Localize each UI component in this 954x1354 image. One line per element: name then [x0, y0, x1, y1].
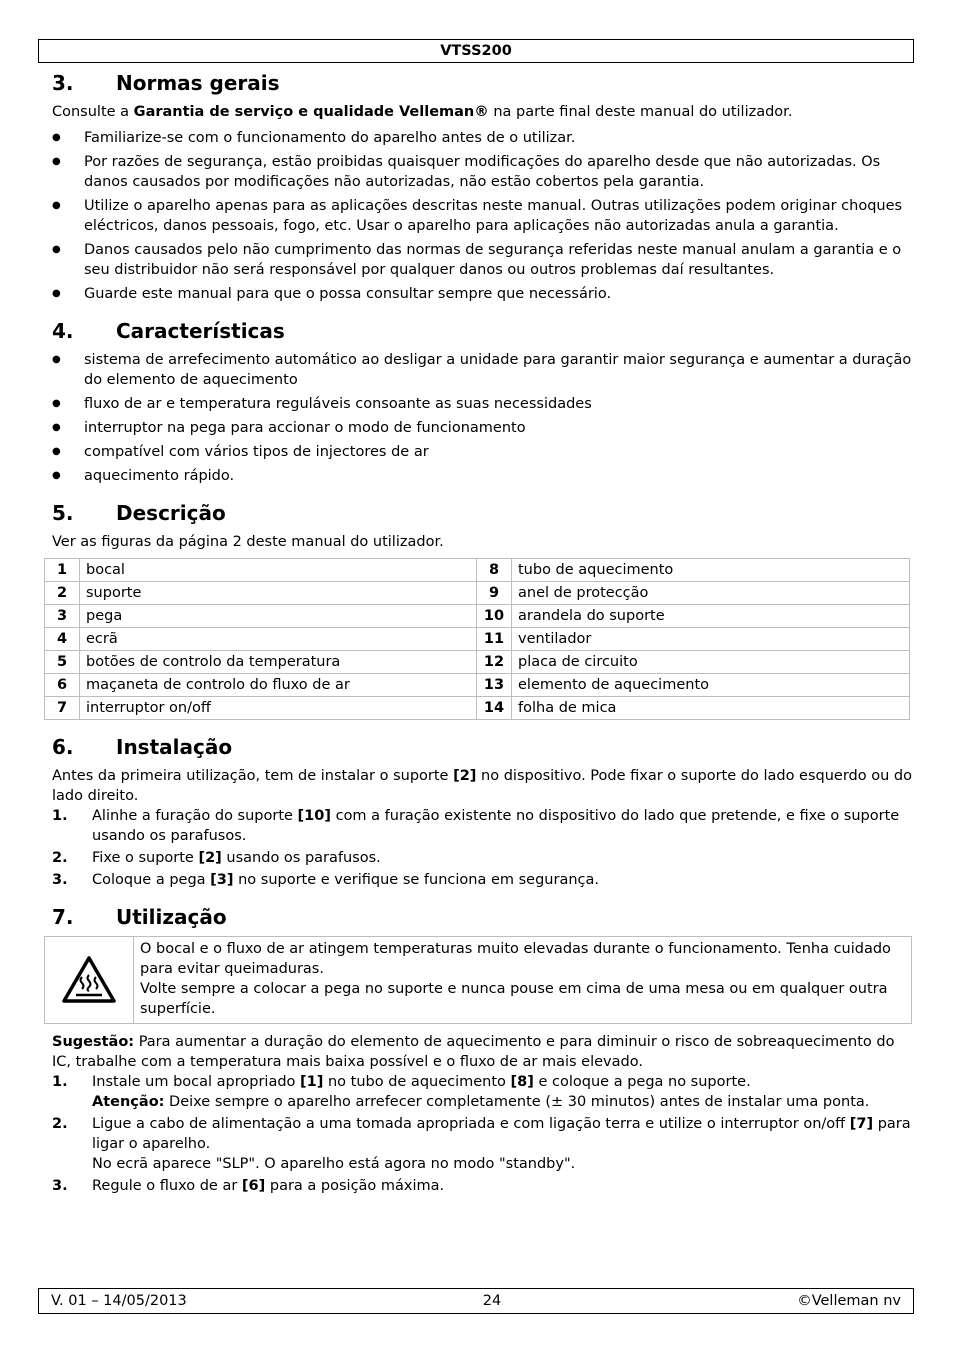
step-item: [52, 870, 914, 890]
table-row: [45, 674, 910, 697]
tip-paragraph: [52, 1032, 914, 1072]
section-title: Instalação: [116, 735, 233, 759]
warning-box: [44, 936, 912, 1024]
section-6-intro: [52, 766, 914, 806]
step-text: [92, 1176, 914, 1196]
list-item: ● sistema de arrefecimento automático ao desligar a unidade para garantir maior segurança e aumentar a duração do elemento de aquecimento: [52, 350, 914, 390]
part-name: tubo de aquecimento: [512, 559, 910, 582]
tip-text: Para aumentar a duração do elemento de aquecimento e para diminuir o risco de sobreaquecimento do IC, trabalhe com a temperatura mais baixa possível e o fluxo de ar mais elevado.: [52, 1034, 895, 1070]
usage-steps: [52, 1072, 914, 1196]
section-title: Descrição: [116, 501, 226, 525]
step-number: 3.: [52, 1178, 68, 1194]
section-number: 3.: [52, 71, 74, 95]
table-row: [45, 582, 910, 605]
part-ref: [3]: [210, 872, 234, 888]
section-5-heading: [52, 500, 914, 526]
part-number: 11: [477, 628, 512, 651]
part-name: maçaneta de controlo do fluxo de ar: [80, 674, 477, 697]
part-name: placa de circuito: [512, 651, 910, 674]
list-item: ● aquecimento rápido.: [52, 466, 914, 486]
intro-text: na parte final deste manual do utilizador.: [488, 104, 793, 120]
intro-text: Consulte a: [52, 104, 134, 120]
section-title: Características: [116, 319, 285, 343]
part-ref: [8]: [510, 1074, 534, 1090]
part-ref: [2]: [453, 768, 477, 784]
section-4-list: [52, 350, 914, 486]
step-item: [52, 1072, 914, 1112]
list-item: ● fluxo de ar e temperatura reguláveis consoante as suas necessidades: [52, 394, 914, 414]
hot-surface-icon: [45, 937, 134, 1023]
list-item: ● Familiarize-se com o funcionamento do aparelho antes de o utilizar.: [52, 128, 914, 148]
section-title: Utilização: [116, 905, 227, 929]
list-item: ● Utilize o aparelho apenas para as aplicações descritas neste manual. Outras utilizações podem originar choques eléctricos, danos pessoais, fogo, etc. Usar o aparelho para aplicações não autorizadas anula a garantia.: [52, 196, 914, 236]
warning-line: O bocal e o fluxo de ar atingem temperaturas muito elevadas durante o funcionamento. Tenha cuidado para evitar queimaduras.: [140, 941, 891, 977]
text: usando os parafusos.: [221, 850, 381, 866]
list-item: ● Danos causados pelo não cumprimento das normas de segurança referidas neste manual anulam a garantia e o seu distribuidor não será responsável por qualquer danos ou outros problemas daí resultantes.: [52, 240, 914, 280]
step-number: 2.: [52, 850, 68, 866]
page-header: [38, 39, 914, 63]
part-number: 2: [45, 582, 80, 605]
list-item: ● Guarde este manual para que o possa consultar sempre que necessário.: [52, 284, 914, 304]
part-number: 1: [45, 559, 80, 582]
table-row: [45, 628, 910, 651]
part-name: pega: [80, 605, 477, 628]
table-row: [45, 605, 910, 628]
copyright: ©Velleman nv: [797, 1293, 901, 1309]
step-number: 2.: [52, 1116, 68, 1132]
step-item: [52, 848, 914, 868]
part-ref: [2]: [198, 850, 222, 866]
tip-label: Sugestão:: [52, 1034, 135, 1050]
table-row: [45, 697, 910, 720]
section-title: Normas gerais: [116, 71, 280, 95]
step-number: 3.: [52, 872, 68, 888]
section-number: 4.: [52, 319, 74, 343]
section-6-heading: [52, 734, 914, 760]
section-3-intro: [52, 102, 914, 122]
step-item: [52, 806, 914, 846]
part-number: 14: [477, 697, 512, 720]
part-number: 12: [477, 651, 512, 674]
part-name: suporte: [80, 582, 477, 605]
text: Alinhe a furação do suporte: [92, 808, 298, 824]
step-text: [92, 806, 914, 846]
text: para a posição máxima.: [265, 1178, 445, 1194]
part-number: 6: [45, 674, 80, 697]
section-number: 5.: [52, 501, 74, 525]
list-item: ● Por razões de segurança, estão proibidas quaisquer modificações do aparelho desde que não autorizadas. Os danos causados por modificações não autorizadas, não estão cobertos pela garantia.: [52, 152, 914, 192]
text: Fixe o suporte: [92, 850, 199, 866]
table-row: [45, 651, 910, 674]
intro-text: no dispositivo. Pode fixar o suporte do lado esquerdo ou do lado direito.: [52, 768, 912, 804]
part-name: elemento de aquecimento: [512, 674, 910, 697]
text: para ligar o aparelho.: [92, 1116, 911, 1152]
list-item: ● compatível com vários tipos de injectores de ar: [52, 442, 914, 462]
step-text: [92, 1114, 914, 1174]
warranty-title: Garantia de serviço e qualidade Velleman®: [133, 104, 489, 120]
part-ref: [7]: [849, 1116, 874, 1132]
content: [52, 70, 914, 1198]
part-number: 7: [45, 697, 80, 720]
part-name: folha de mica: [512, 697, 910, 720]
part-number: 8: [477, 559, 512, 582]
section-7-heading: [52, 904, 914, 930]
part-name: ecrã: [80, 628, 477, 651]
part-name: anel de protecção: [512, 582, 910, 605]
step-text: [92, 1072, 914, 1112]
part-number: 4: [45, 628, 80, 651]
text: Ligue a cabo de alimentação a uma tomada apropriada e com ligação terra e utilize o interruptor on/off: [92, 1116, 850, 1132]
part-ref: [10]: [297, 808, 331, 824]
text: Coloque a pega: [92, 872, 211, 888]
section-number: 7.: [52, 905, 74, 929]
step-number: 1.: [52, 1074, 68, 1090]
warning-text: [134, 937, 911, 1023]
section-5-intro: Ver as figuras da página 2 deste manual do utilizador.: [52, 534, 444, 550]
intro-text: Antes da primeira utilização, tem de instalar o suporte: [52, 768, 454, 784]
text: com a furação existente no dispositivo do lado que pretende, e fixe o suporte usando os parafusos.: [92, 808, 900, 844]
part-name: botões de controlo da temperatura: [80, 651, 477, 674]
section-number: 6.: [52, 735, 74, 759]
step-item: [52, 1176, 914, 1196]
part-name: ventilador: [512, 628, 910, 651]
table-row: [45, 559, 910, 582]
part-number: 10: [477, 605, 512, 628]
part-name: bocal: [80, 559, 477, 582]
list-item: ● interruptor na pega para accionar o modo de funcionamento: [52, 418, 914, 438]
page-footer: [38, 1288, 914, 1314]
part-number: 13: [477, 674, 512, 697]
attention-text: Deixe sempre o aparelho arrefecer completamente (± 30 minutos) antes de instalar uma ponta.: [164, 1094, 870, 1110]
warning-line: Volte sempre a colocar a pega no suporte e nunca pouse em cima de uma mesa ou em qualquer outra superfície.: [140, 981, 888, 1017]
part-name: arandela do suporte: [512, 605, 910, 628]
part-number: 9: [477, 582, 512, 605]
page-number: 24: [482, 1293, 502, 1309]
part-number: 3: [45, 605, 80, 628]
text: Instale um bocal apropriado: [92, 1074, 301, 1090]
attention-label: Atenção:: [92, 1094, 165, 1110]
section-3-heading: [52, 70, 914, 96]
part-name: interruptor on/off: [80, 697, 477, 720]
text: no tubo de aquecimento: [323, 1074, 511, 1090]
step-text: [92, 870, 914, 890]
step-item: [52, 1114, 914, 1174]
parts-table: [44, 558, 910, 720]
install-steps: [52, 806, 914, 890]
section-3-list: [52, 128, 914, 304]
version-date: V. 01 – 14/05/2013: [51, 1293, 187, 1309]
step-number: 1.: [52, 808, 68, 824]
part-ref: [6]: [241, 1178, 266, 1194]
text: no suporte e verifique se funciona em segurança.: [233, 872, 599, 888]
part-number: 5: [45, 651, 80, 674]
text: Regule o fluxo de ar: [92, 1178, 242, 1194]
section-4-heading: [52, 318, 914, 344]
text: No ecrã aparece "SLP". O aparelho está agora no modo "standby".: [92, 1156, 576, 1172]
text: e coloque a pega no suporte.: [533, 1074, 751, 1090]
part-ref: [1]: [300, 1074, 324, 1090]
model-name: VTSS200: [440, 43, 512, 59]
step-text: [92, 848, 914, 868]
